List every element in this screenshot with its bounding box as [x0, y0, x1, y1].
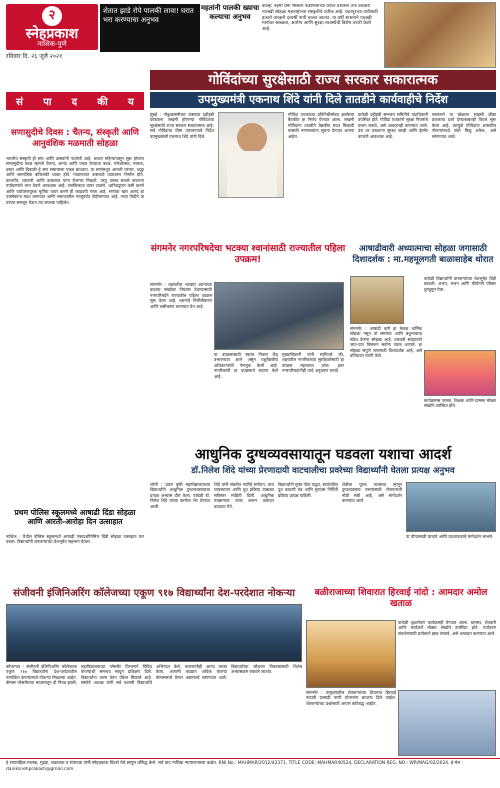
school-story-title: प्रथम पोलिस स्कूलमध्ये आषाढी दिंडा सोहळा आणि आरती-आरोहा दिन उत्साहात	[14, 508, 136, 527]
college-story-title: संजीवनी इंजिनिअरिंग कॉलेजच्या एकूण ९१७ विद्यार्थ्यांना देश-परदेशात नोकऱ्या	[13, 588, 295, 599]
govinda-story-col-3: यावेळी दहीहंडी समन्वय समितीचे पदाधिकारी उपस्थित होते. गोविंदा पथकांनी सुरक्षा नियमांचे पालन करावे, असे आवाहनही करण्यात आले. उंच थर लावताना सुरक्षा जाळी आणि हेल्मेट वापरणे आवश्यक आहे.	[358, 112, 428, 139]
farmer-story-col-1: संगमनेर : तालुक्यातील शेतकऱ्यांच्या शिवारात हिरवाई नांदावी यासाठी पाणी योजनांना प्राधान्य दिले जाईल. शेतकऱ्यांच्या प्रश्नांसाठी आपण कटिबद्ध आहोत.	[306, 690, 396, 706]
shinde-photo	[218, 112, 284, 198]
school-story-body: नाशिक : येथील पोलिस स्कूलमध्ये आषाढी एकादशीनिमित्त दिंडी सोहळा उत्साहात पार पडला. विद्यार्थ्यांनी वारकऱ्यांच्या वेशभूषेत सहभाग घेतला.	[6, 534, 144, 545]
wari-story-col-2: यावेळी विद्यार्थ्यांनी वारकऱ्यांच्या वेशभूषेत दिंडी काढली. अभंग, भजन आणि कीर्तनाने परिसर दुमदुमून गेला.	[424, 276, 496, 292]
top-story-text: कोल्हे: नेहमी प्रेमा भोसला फडणिसांच्या प्रयत्न प्रशासन तर्फे वारकरी पालखी सोहळा महाराष्ट्राच्या संस्कृतीचे प्रतीक आहे. पंढरपूरच्या वारीसाठी हजारो वारकरी दरवर्षी पायी चालत जातात. या वर्षी शासनाने पालखी मार्गावर स्वच्छता, आरोग्य आणि सुरक्षा व्यवस्थेची विशेष तयारी केली आहे.	[262, 4, 378, 32]
dairy-story-col-1: लोणी : प्रवरा कृषी महाविद्यालयाच्या विद्यार्थ्यांनी आधुनिक दुग्धव्यवसायाचा प्रत्यक्ष अभ्यास दौरा केला. यावेळी डॉ. निलेश शिंदे यांच्या फार्मला भेट देण्यात आली.	[150, 482, 210, 509]
quote-box: महतांनी पालकी ख्याचा कल्याचा अनुभव	[200, 4, 260, 22]
dairy-story-title: आधुनिक दुग्धव्यवसायातून घडवला यशाचा आदर्श	[194, 447, 452, 463]
wari-story-col-1: संगमनेर : आषाढी वारी हा केवळ धार्मिक सोहळा नसून तो समतेचा आणि बंधुभावाचा संदेश देणारा सोहळा आहे. वारकरी संप्रदायाने जात-पात विसरून सर्वांना एकत्र आणले. हा सोहळा संपूर्ण जगासाठी दिशादर्शक आहे, असे प्रतिपादन त्यांनी केले.	[350, 326, 422, 359]
editorial-letter: की	[97, 97, 108, 108]
tagline-box: शेतात झाडे रोपे पालकी लावा! घरात भरा करण्याचा अनुभव	[100, 4, 200, 52]
farmer-event-photo	[398, 690, 496, 756]
dog-story-photo	[214, 282, 344, 350]
dairy-story-col-5: या दौऱ्यासाठी प्राचार्य आणि प्राध्यापकांचे मार्गदर्शन लाभले.	[406, 534, 494, 539]
wari-story-title: आषाढीवारी अध्यात्माचा सोहळा जगासाठी दिशादर्शक : मा.महमूलगती बाळासाहेब थोरात	[352, 244, 494, 266]
editorial-letter: द	[71, 97, 78, 108]
dog-story-col-2: या उपक्रमासाठी स्वतंत्र निवारा केंद्र उभारण्यात आले असून पशुवैद्यकीय अधिकाऱ्यांची नेमणूक केली आहे. नागरिकांनी या उपक्रमाचे स्वागत केले आहे.	[214, 352, 278, 379]
dog-story-title: संगमनेर नगरपरिषदेचा भटक्या श्वानांसाठी राज्यातील पहिला उपक्रम!	[150, 244, 346, 266]
farmer-story-col-2: यावेळी वृक्षारोपण कार्यक्रमही घेण्यात आला. ग्रामस्थ, शेतकरी आणि कार्यकर्ते मोठ्या संख्येने उपस्थित होते. पर्यावरण संवर्धनासाठी प्रत्येकाने झाड लावावे, असे आवाहन करण्यात आले.	[398, 620, 496, 636]
govinda-story-col-4: सरकारने या खेळाला साहसी क्रीडा प्रकाराचा दर्जा देण्याबाबतही विचार सुरू केला आहे. त्यामुळे गोविंदांना शासकीय नोकऱ्यांमध्ये संधी मिळू शकेल, असे सांगण्यात आले.	[432, 112, 496, 139]
imprint-footer: हे साप्ताहिक मालक, मुद्रक, प्रकाशक व संपादक यांनी स्नेहप्रकाश प्रिंटर्स येथे छापून प्रसिद्ध केले. सर्व वाद नाशिक न्यायालयाच्या कक्षेत. RNI No.: MAHMAR/2012/42371, TITLE CODE: MAHMAR40524, DECLARATION REG. NO.: WR/MAG/02/2024. ई-मेल : daniksnehprakash@gmail.com	[0, 758, 500, 788]
farmer-story-photo	[306, 620, 396, 688]
sub-headline: उपमुख्यमंत्री एकनाथ शिंदे यांनी दिले तातडीने कार्यवाहीचे निर्देश	[150, 92, 496, 108]
dairy-story-col-2: शिंदे यांनी संकरित गायींचे संगोपन, चारा व्यवस्थापन आणि दूध प्रक्रिया याबाबत सविस्तर माहिती दिली. आधुनिक तंत्रज्ञानाचा वापर करून उत्पादन वाढवता येते.	[214, 482, 274, 509]
dog-story-col-3: मुख्याधिकारी यांनी सांगितले की, शहरातील नागरिकांच्या सुरक्षिततेसाठी हा उपक्रम महत्त्वाचा ठरेल. इतर नगरपरिषदांनीही याचे अनुकरण करावे.	[282, 352, 344, 374]
college-group-photo	[6, 604, 302, 662]
newspaper-logo	[6, 4, 98, 50]
wari-group-photo	[424, 350, 496, 396]
logo-number: २	[42, 6, 62, 26]
wari-portrait-photo	[350, 276, 404, 324]
dog-story-col-1: संगमनेर : शहरातील भटक्या श्वानांच्या वाढत्या संख्येवर नियंत्रण ठेवण्यासाठी नगरपरिषदेने राज्यातील पहिला उपक्रम सुरू केला आहे. श्वानांचे निर्बीजीकरण आणि लसीकरण करण्यात येत आहे.	[150, 282, 212, 309]
portrait-face	[237, 123, 267, 153]
dairy-story-subtitle: डॉ.निलेश शिंदे यांच्या प्रेरणादायी वाटचालीचा प्रवरेच्या विद्यार्थ्यांनी घेतला प्रत्यक्ष अनुभव	[191, 466, 455, 476]
newspaper-title: स्नेहप्रकाश	[25, 26, 79, 42]
editorial-title: सणासुदीचे दिवस : चैतन्य, संस्कृती आणि आनुवंशिक मळमाती सोहळा	[11, 128, 139, 149]
editorial-letter: सं	[16, 97, 23, 108]
editorial-letter: य	[127, 97, 134, 108]
editorial-body: भारतीय संस्कृती ही सण आणि उत्सवांनी नटलेली आहे. श्रावण महिन्यापासून सुरू होणारा सणासुदीचा काळ म्हणजे चैतन्य, आनंद आणि एकत्र येण्याचा काळ. गणेशोत्सव, नवरात्र, दसरा आणि दिवाळी हे सण समाजाला एकत्र बांधतात. या सणांमधून आपली परंपरा, श्रद्धा आणि सामाजिक बांधिलकी व्यक्त होते. गावागावांत उत्सवाचे वातावरण निर्माण होते. कारागीर, व्यापारी आणि कलाकार यांना रोजगार मिळतो. परंतु उत्सव साजरे करताना पर्यावरणाचे भान ठेवणे आवश्यक आहे. प्लास्टिकचा वापर टाळणे, ध्वनिप्रदूषण कमी करणे आणि पर्यावरणपूरक मूर्तींचा वापर करणे ही काळाची गरज आहे. सणांचा खरा आनंद हा एकमेकांना मदत करण्यात आणि समाजातील गरजूंपर्यंत पोहोचण्यात आहे. नव्या पिढीने या परंपरा समजून घेऊन त्या जपल्या पाहिजेत.	[6, 156, 144, 205]
editorial-letter: पा	[43, 97, 52, 108]
govinda-story-col-2: गोविंदा पथकांच्या प्रतिनिधींसोबत झालेल्या बैठकीत हा निर्णय घेण्यात आला. जखमी गोविंदांना तातडीने वैद्यकीय मदत मिळावी यासाठी रुग्णालयांना सूचना देण्यात आल्या आहेत.	[288, 112, 354, 139]
dairy-story-col-4: शेतीला पूरक व्यवसाय म्हणून दुग्धव्यवसाय तरुणांसाठी रोजगाराची मोठी संधी आहे, असे मार्गदर्शन करण्यात आले.	[342, 482, 402, 504]
portrait-body	[227, 151, 277, 197]
dairy-story-photo	[406, 482, 496, 532]
college-story-body: कोपरगाव : संजीवनी इंजिनिअरिंग कॉलेजच्या एकूण ९१७ विद्यार्थ्यांना देश-परदेशातील नामांकित कंपन्यांमध्ये नोकऱ्या मिळाल्या आहेत. कॅम्पस प्लेसमेंटच्या माध्यमातून ही निवड झाली. महाविद्यालयाच्या प्लेसमेंट विभागाने विविध कंपन्यांशी समन्वय साधून प्रशिक्षण दिले. विद्यार्थ्यांना उत्तम वेतन पॅकेज मिळाले आहे. संस्थेचे अध्यक्ष यांनी सर्व यशस्वी विद्यार्थ्यांचे अभिनंदन केले. पालकांनीही आनंद व्यक्त केला. आगामी काळात अधिक कंपन्या कॅम्पसमध्ये येणार असल्याचे सांगण्यात आले. विद्यार्थ्यांच्या कौशल्य विकासासाठी विशेष अभ्यासक्रम राबवले जातात.	[6, 664, 302, 686]
newspaper-edition: नाशिक-पुणे	[37, 40, 67, 48]
wari-story-col-3: कार्यक्रमास पालक, शिक्षक आणि ग्रामस्थ मोठ्या संख्येने उपस्थित होते.	[424, 398, 496, 409]
farmer-story-title: बळीराजाच्या शिवारात हिरवाई नांदो : आमदार अमोल खताळ	[314, 588, 488, 610]
dairy-story-col-3: विद्यार्थ्यांनी मुक्त गोठा पद्धत, स्वयंचलित दूध काढणी यंत्र आणि मुरघास निर्मिती प्रक्रिया प्रत्यक्ष पाहिली.	[278, 482, 338, 498]
main-headline: गोविंदांच्या सुरक्षेसाठी राज्य सरकार सकारात्मक	[150, 70, 496, 90]
editorial-label	[6, 92, 144, 110]
govinda-story-col-1: मुंबई : गोकुळाष्टमीच्या उत्सवात दहीहंडी फोडताना जखमी होणाऱ्या गोविंदांच्या सुरक्षेसाठी राज्य सरकार सकारात्मक आहे. सर्व गोविंदांचा विमा उतरवण्याचे निर्देश उपमुख्यमंत्री एकनाथ शिंदे यांनी दिले.	[150, 112, 214, 139]
issue-date: रविवार दि. २६ जुलै २०२१	[6, 53, 63, 60]
top-story-photo	[384, 2, 496, 68]
